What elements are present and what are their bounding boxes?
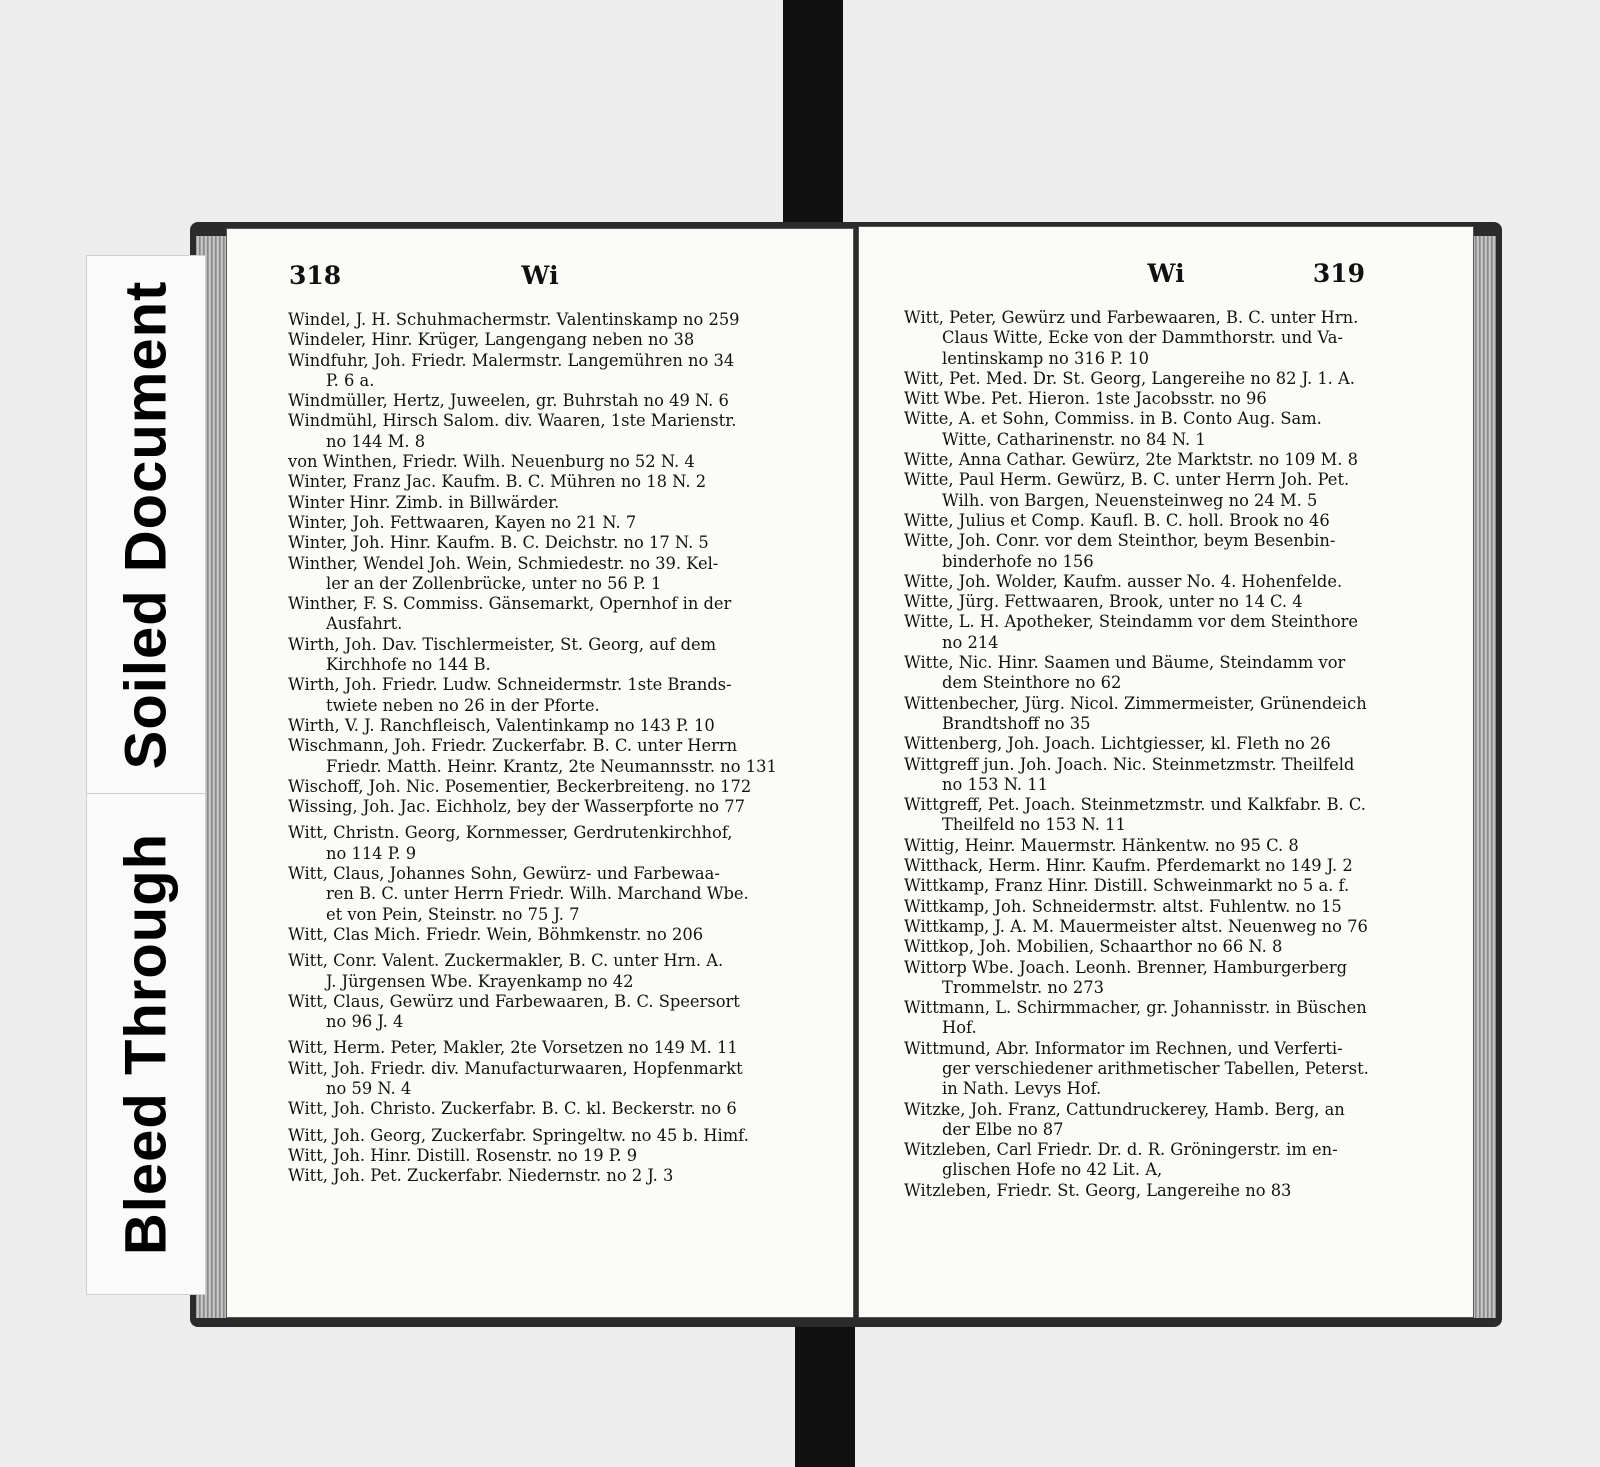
entry-line: Wittmann, L. Schirmmacher, gr. Johannisstr. in Büschen (904, 998, 1367, 1018)
directory-entry (288, 823, 786, 864)
entry-line: no 153 N. 11 (942, 774, 1048, 794)
entry-line: Witt, Clas Mich. Friedr. Wein, Böhmkenstr. no 206 (288, 924, 704, 944)
directory-entry (288, 1166, 786, 1186)
entry-line: no 214 (942, 632, 999, 652)
right-entry-list (904, 308, 1404, 1201)
bleed-through-tab (86, 793, 206, 1295)
entry-line: Wittorp Wbe. Joach. Leonh. Brenner, Hamburgerberg (904, 957, 1348, 977)
entry-line: Winther, F. S. Commiss. Gänsemarkt, Opernhof in der (288, 594, 732, 614)
entry-line: Witt, Claus, Gewürz und Farbewaaren, B. C. Speersort (288, 991, 740, 1011)
directory-entry (904, 1100, 1404, 1141)
directory-entry (904, 958, 1404, 999)
entry-line: J. Jürgensen Wbe. Krayenkamp no 42 (326, 971, 634, 991)
directory-entry (904, 612, 1404, 653)
entry-line: Kirchhofe no 144 B. (326, 655, 491, 675)
directory-entry (904, 836, 1404, 856)
running-head-left: Wi (521, 261, 559, 290)
entry-line: in Nath. Levys Hof. (942, 1079, 1102, 1099)
directory-entry (288, 330, 786, 350)
entry-line: Wittmund, Abr. Informator im Rechnen, und Verferti- (904, 1038, 1343, 1058)
entry-line: Wischoff, Joh. Nic. Posementier, Beckerbreiteng. no 172 (288, 776, 752, 796)
entry-line: Wittig, Heinr. Mauermstr. Hänkentw. no 95 C. 8 (904, 835, 1299, 855)
entry-line: Witzleben, Carl Friedr. Dr. d. R. Gröningerstr. im en- (904, 1140, 1338, 1160)
entry-line: Witthack, Herm. Hinr. Kaufm. Pferdemarkt no 149 J. 2 (904, 856, 1353, 876)
entry-line: Witzleben, Friedr. St. Georg, Langereihe no 83 (904, 1180, 1292, 1200)
entry-line: et von Pein, Steinstr. no 75 J. 7 (326, 904, 580, 924)
entry-line: no 59 N. 4 (326, 1078, 412, 1098)
entry-line: Theilfeld no 153 N. 11 (942, 815, 1126, 835)
entry-line: no 144 M. 8 (326, 431, 426, 451)
directory-entry (904, 694, 1404, 735)
entry-line: P. 6 a. (326, 370, 375, 390)
directory-entry (288, 533, 786, 553)
directory-entry (288, 716, 786, 736)
directory-entry (288, 777, 786, 797)
directory-entry (288, 1126, 786, 1146)
directory-entry (288, 594, 786, 635)
entry-line: von Winthen, Friedr. Wilh. Neuenburg no 52 N. 4 (288, 452, 695, 472)
entry-line: binderhofe no 156 (942, 551, 1094, 571)
directory-entry (904, 1039, 1404, 1100)
entry-line: Wittgreff, Pet. Joach. Steinmetzmstr. und Kalkfabr. B. C. (904, 795, 1366, 815)
entry-line: Witte, Joh. Conr. vor dem Steinthor, beym Besenbin- (904, 531, 1336, 551)
directory-entry (288, 797, 786, 817)
entry-line: Witte, A. et Sohn, Commiss. in B. Conto Aug. Sam. (904, 409, 1322, 429)
entry-line: Wirth, V. J. Ranchfleisch, Valentinkamp no 143 P. 10 (288, 715, 715, 735)
entry-line: Ausfahrt. (326, 614, 403, 634)
left-page-header (227, 261, 853, 297)
directory-entry (288, 310, 786, 330)
entry-line: Wittkamp, J. A. M. Mauermeister altst. Neuenweg no 76 (904, 916, 1368, 936)
directory-entry (904, 531, 1404, 572)
entry-line: Witt, Claus, Johannes Sohn, Gewürz- und Farbewaa- (288, 864, 720, 884)
entry-line: Witt, Peter, Gewürz und Farbewaaren, B. C. unter Hrn. (904, 308, 1359, 327)
directory-entry (288, 391, 786, 411)
entry-line: Brandtshoff no 35 (942, 713, 1091, 733)
entry-line: Trommelstr. no 273 (942, 977, 1104, 997)
entry-line: Wilh. von Bargen, Neuensteinweg no 24 M. 5 (942, 490, 1318, 510)
entry-line: Wittgreff jun. Joh. Joach. Nic. Steinmetzmstr. Theilfeld (904, 754, 1355, 774)
entry-line: Witt, Joh. Georg, Zuckerfabr. Springeltw. no 45 b. Himf. (288, 1125, 749, 1145)
entry-line: Hof. (942, 1018, 977, 1038)
directory-entry (288, 411, 786, 452)
entry-line: Witt, Conr. Valent. Zuckermakler, B. C. unter Hrn. A. (288, 951, 724, 971)
entry-line: Wirth, Joh. Friedr. Ludw. Schneidermstr. 1ste Brands- (288, 675, 732, 695)
directory-entry (904, 856, 1404, 876)
entry-line: Windmüller, Hertz, Juweelen, gr. Buhrstah no 49 N. 6 (288, 391, 729, 411)
directory-entry (904, 653, 1404, 694)
directory-entry (288, 635, 786, 676)
directory-entry (288, 925, 786, 945)
entry-line: twiete neben no 26 in der Pforte. (326, 695, 600, 715)
entry-line: Windel, J. H. Schuhmachermstr. Valentinskamp no 259 (288, 310, 740, 329)
directory-entry (288, 493, 786, 513)
entry-line: Windfuhr, Joh. Friedr. Malermstr. Langemühren no 34 (288, 350, 735, 370)
entry-line: Witt, Pet. Med. Dr. St. Georg, Langereihe no 82 J. 1. A. (904, 368, 1355, 388)
page-number-right: 319 (1312, 259, 1365, 288)
entry-line: Claus Witte, Ecke von der Dammthorstr. und Va- (942, 328, 1344, 348)
directory-entry (288, 513, 786, 533)
directory-entry (904, 1181, 1404, 1201)
directory-entry (904, 755, 1404, 796)
entry-line: Windeler, Hinr. Krüger, Langengang neben no 38 (288, 330, 695, 350)
directory-entry (904, 937, 1404, 957)
entry-line: Winter Hinr. Zimb. in Billwärder. (288, 492, 560, 512)
directory-entry (288, 472, 786, 492)
entry-line: Winter, Joh. Hinr. Kaufm. B. C. Deichstr. no 17 N. 5 (288, 533, 709, 553)
entry-line: Witte, Nic. Hinr. Saamen und Bäume, Steindamm vor (904, 653, 1346, 673)
right-page (858, 226, 1474, 1318)
entry-line: ger verschiedener arithmetischer Tabellen, Peterst. (942, 1058, 1369, 1078)
directory-entry (288, 675, 786, 716)
entry-line: Friedr. Matth. Heinr. Krantz, 2te Neumannsstr. no 131 (326, 756, 777, 776)
left-entry-list (288, 310, 786, 1186)
entry-line: Witte, Joh. Wolder, Kaufm. ausser No. 4. Hohenfelde. (904, 571, 1343, 591)
directory-entry (904, 511, 1404, 531)
directory-entry (904, 369, 1404, 389)
soiled-document-label: Soiled Document (113, 280, 179, 770)
entry-line: Windmühl, Hirsch Salom. div. Waaren, 1ste Marienstr. (288, 411, 737, 431)
directory-entry (288, 951, 786, 992)
entry-line: no 96 J. 4 (326, 1012, 404, 1032)
entry-line: ren B. C. unter Herrn Friedr. Wilh. Marchand Wbe. (326, 884, 749, 904)
directory-entry (288, 736, 786, 777)
right-page-header (859, 259, 1473, 295)
directory-entry (904, 876, 1404, 896)
entry-line: Witt, Joh. Hinr. Distill. Rosenstr. no 19 P. 9 (288, 1145, 638, 1165)
entry-line: Wischmann, Joh. Friedr. Zuckerfabr. B. C. unter Herrn (288, 736, 738, 756)
directory-entry (288, 1146, 786, 1166)
entry-line: Wirth, Joh. Dav. Tischlermeister, St. Georg, auf dem (288, 634, 717, 654)
directory-entry (904, 734, 1404, 754)
directory-entry (288, 1099, 786, 1119)
entry-line: Wittenberg, Joh. Joach. Lichtgiesser, kl. Fleth no 26 (904, 734, 1331, 754)
entry-line: Wittkamp, Joh. Schneidermstr. altst. Fuhlentw. no 15 (904, 896, 1342, 916)
entry-line: Witte, Anna Cathar. Gewürz, 2te Marktstr. no 109 M. 8 (904, 450, 1358, 470)
directory-entry (288, 554, 786, 595)
entry-line: der Elbe no 87 (942, 1119, 1064, 1139)
directory-entry (904, 795, 1404, 836)
directory-entry (904, 572, 1404, 592)
directory-entry (904, 470, 1404, 511)
entry-line: Witte, Jürg. Fettwaaren, Brook, unter no 14 C. 4 (904, 592, 1303, 612)
entry-line: dem Steinthore no 62 (942, 673, 1122, 693)
entry-line: Witzke, Joh. Franz, Cattundruckerey, Hamb. Berg, an (904, 1099, 1345, 1119)
directory-entry (904, 592, 1404, 612)
left-page (226, 228, 854, 1318)
directory-entry (288, 1059, 786, 1100)
directory-entry (288, 864, 786, 925)
entry-line: Witt, Joh. Pet. Zuckerfabr. Niedernstr. no 2 J. 3 (288, 1166, 674, 1186)
entry-line: Wittenbecher, Jürg. Nicol. Zimmermeister, Grünendeich (904, 693, 1367, 713)
directory-entry (904, 1140, 1404, 1181)
directory-entry (904, 917, 1404, 937)
directory-entry (288, 351, 786, 392)
entry-line: glischen Hofe no 42 Lit. A, (942, 1160, 1163, 1180)
soiled-document-tab (86, 255, 206, 795)
entry-line: Winther, Wendel Joh. Wein, Schmiedestr. no 39. Kel- (288, 553, 719, 573)
bleed-through-label: Bleed Through (113, 832, 179, 1256)
entry-line: Wittkop, Joh. Mobilien, Schaarthor no 66 N. 8 (904, 937, 1283, 957)
entry-line: ler an der Zollenbrücke, unter no 56 P. 1 (326, 573, 662, 593)
directory-entry (904, 409, 1404, 450)
directory-entry (904, 450, 1404, 470)
directory-entry (288, 1038, 786, 1058)
directory-entry (904, 998, 1404, 1039)
entry-line: Winter, Joh. Fettwaaren, Kayen no 21 N. 7 (288, 512, 637, 532)
entry-line: Winter, Franz Jac. Kaufm. B. C. Mühren no 18 N. 2 (288, 472, 707, 492)
entry-line: Wittkamp, Franz Hinr. Distill. Schweinmarkt no 5 a. f. (904, 876, 1350, 896)
entry-line: Witt, Herm. Peter, Makler, 2te Vorsetzen no 149 M. 11 (288, 1038, 738, 1058)
directory-entry (288, 992, 786, 1033)
entry-line: Wissing, Joh. Jac. Eichholz, bey der Wasserpforte no 77 (288, 797, 745, 817)
directory-entry (288, 452, 786, 472)
directory-entry (904, 389, 1404, 409)
entry-line: Witte, Catharinenstr. no 84 N. 1 (942, 429, 1206, 449)
running-head-right: Wi (1147, 259, 1185, 288)
entry-line: Witte, Paul Herm. Gewürz, B. C. unter Herrn Joh. Pet. (904, 470, 1350, 490)
entry-line: no 114 P. 9 (326, 843, 417, 863)
entry-line: Witt Wbe. Pet. Hieron. 1ste Jacobsstr. no 96 (904, 389, 1267, 409)
black-strip-top (783, 0, 843, 232)
directory-entry (904, 897, 1404, 917)
entry-line: Witt, Joh. Christo. Zuckerfabr. B. C. kl. Beckerstr. no 6 (288, 1099, 737, 1119)
directory-entry (904, 308, 1404, 369)
entry-line: Witte, Julius et Comp. Kaufl. B. C. holl. Brook no 46 (904, 510, 1330, 530)
entry-line: Witt, Christn. Georg, Kornmesser, Gerdrutenkirchhof, (288, 823, 733, 843)
entry-line: lentinskamp no 316 P. 10 (942, 348, 1149, 368)
entry-line: Witt, Joh. Friedr. div. Manufacturwaaren, Hopfenmarkt (288, 1058, 743, 1078)
entry-line: Witte, L. H. Apotheker, Steindamm vor dem Steinthore (904, 612, 1359, 632)
page-number-left: 318 (289, 261, 342, 290)
